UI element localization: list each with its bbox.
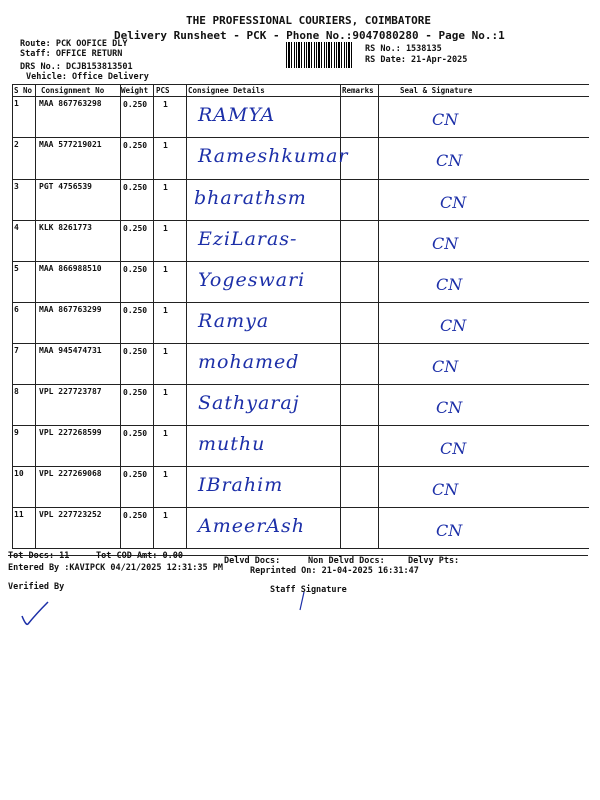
- column-header-weight: Weight: [121, 86, 149, 95]
- consignee-handwriting: Ramya: [198, 310, 270, 332]
- column-divider: [120, 84, 121, 548]
- reprinted-on: Reprinted On: 21-04-2025 16:31:47: [250, 566, 419, 576]
- row-weight: 0.250: [123, 265, 148, 274]
- consignee-handwriting: Rameshkumar: [198, 145, 349, 167]
- row-pcs: 1: [163, 470, 168, 479]
- row-divider: [12, 384, 589, 385]
- row-sno: 2: [14, 140, 19, 149]
- vehicle-label: Vehicle: Office Delivery: [26, 72, 149, 82]
- consignee-handwriting: AmeerAsh: [198, 515, 306, 537]
- row-consignment: VPL 227723252: [39, 510, 102, 519]
- row-weight: 0.250: [123, 183, 148, 192]
- table-top-border: [12, 84, 589, 85]
- row-consignment: MAA 867763299: [39, 305, 102, 314]
- row-weight: 0.250: [123, 141, 148, 150]
- row-divider: [12, 220, 589, 221]
- seal-signature: CN: [436, 398, 463, 417]
- row-weight: 0.250: [123, 347, 148, 356]
- seal-signature: CN: [440, 439, 467, 458]
- row-sno: 3: [14, 182, 19, 191]
- row-consignment: MAA 577219021: [39, 140, 102, 149]
- barcode: [286, 42, 352, 68]
- consignee-handwriting: RAMYA: [198, 104, 276, 126]
- row-pcs: 1: [163, 511, 168, 520]
- row-consignment: MAA 945474731: [39, 346, 102, 355]
- seal-signature: CN: [432, 357, 459, 376]
- tot-cod-amount: Tot COD Amt: 0.00: [96, 551, 183, 561]
- staff-label: Staff: OFFICE RETURN: [20, 49, 123, 59]
- consignee-handwriting: EziLaras-: [198, 228, 298, 250]
- row-pcs: 1: [163, 306, 168, 315]
- header-bottom-border: [12, 96, 589, 97]
- table-bottom-border: [12, 548, 589, 549]
- seal-signature: CN: [436, 521, 463, 540]
- row-consignment: KLK 8261773: [39, 223, 92, 232]
- column-header-remarks: Remarks: [342, 86, 374, 95]
- row-weight: 0.250: [123, 470, 148, 479]
- row-pcs: 1: [163, 100, 168, 109]
- row-divider: [12, 466, 589, 467]
- row-sno: 5: [14, 264, 19, 273]
- column-header-sno: S No: [14, 86, 33, 95]
- row-sno: 8: [14, 387, 19, 396]
- row-weight: 0.250: [123, 429, 148, 438]
- row-pcs: 1: [163, 224, 168, 233]
- row-sno: 6: [14, 305, 19, 314]
- consignee-handwriting: mohamed: [198, 351, 300, 373]
- delivered-docs: Delvd Docs:: [224, 556, 281, 566]
- row-divider: [12, 179, 589, 180]
- row-divider: [12, 137, 589, 138]
- runsheet-subtitle: Delivery Runsheet - PCK - Phone No.:9047080280 - Page No.:1: [114, 29, 505, 42]
- row-weight: 0.250: [123, 100, 148, 109]
- column-header-consignee: Consignee Details: [188, 86, 265, 95]
- column-divider: [35, 84, 36, 548]
- verified-by-label: Verified By: [8, 582, 65, 592]
- row-sno: 7: [14, 346, 19, 355]
- row-pcs: 1: [163, 388, 168, 397]
- tot-docs: Tot Docs: 11: [8, 551, 70, 561]
- row-divider: [12, 425, 589, 426]
- company-title: THE PROFESSIONAL COURIERS, COIMBATORE: [186, 14, 432, 27]
- row-weight: 0.250: [123, 388, 148, 397]
- table-left-border: [12, 84, 13, 548]
- column-divider: [186, 84, 187, 548]
- consignee-handwriting: Sathyaraj: [198, 392, 300, 414]
- row-consignment: VPL 227723787: [39, 387, 102, 396]
- entered-by: Entered By :KAVIPCK 04/21/2025 12:31:35 PM: [8, 563, 223, 573]
- column-header-pcs: PCS: [156, 86, 170, 95]
- column-header-seal: Seal & Signature: [400, 86, 473, 95]
- row-sno: 11: [14, 510, 24, 519]
- row-pcs: 1: [163, 141, 168, 150]
- consignee-handwriting: Yogeswari: [198, 269, 306, 291]
- seal-signature: CN: [432, 480, 459, 499]
- route-label: Route: PCK OOFICE DLY: [20, 39, 128, 49]
- row-consignment: MAA 866988510: [39, 264, 102, 273]
- row-pcs: 1: [163, 347, 168, 356]
- row-divider: [12, 261, 589, 262]
- rs-date: RS Date: 21-Apr-2025: [365, 55, 468, 65]
- row-sno: 1: [14, 99, 19, 108]
- row-consignment: VPL 227269068: [39, 469, 102, 478]
- row-pcs: 1: [163, 265, 168, 274]
- row-sno: 10: [14, 469, 24, 478]
- column-header-consignment: Consignment No: [41, 86, 105, 95]
- seal-signature: CN: [436, 275, 463, 294]
- delivery-points: Delvy Pts:: [408, 556, 460, 566]
- row-sno: 9: [14, 428, 19, 437]
- seal-signature: CN: [440, 316, 467, 335]
- seal-signature: CN: [432, 110, 459, 129]
- non-delivered-docs: Non Delvd Docs:: [308, 556, 385, 566]
- verifier-signature: [18, 600, 58, 630]
- seal-signature: CN: [432, 234, 459, 253]
- row-divider: [12, 507, 589, 508]
- staff-signature-label: Staff Signature: [270, 585, 347, 595]
- seal-signature: CN: [436, 151, 463, 170]
- row-consignment: VPL 227268599: [39, 428, 102, 437]
- drs-number: DRS No.: DCJB153813501: [20, 62, 133, 72]
- staff-signature-mark: [290, 590, 320, 612]
- row-weight: 0.250: [123, 224, 148, 233]
- row-sno: 4: [14, 223, 19, 232]
- seal-signature: CN: [440, 193, 467, 212]
- row-weight: 0.250: [123, 511, 148, 520]
- column-divider: [153, 84, 154, 548]
- column-divider: [378, 84, 379, 548]
- row-divider: [12, 343, 589, 344]
- row-consignment: PGT 4756539: [39, 182, 92, 191]
- consignee-handwriting: IBrahim: [198, 474, 284, 496]
- rs-number: RS No.: 1538135: [365, 44, 442, 54]
- row-divider: [12, 302, 589, 303]
- consignee-handwriting: bharathsm: [194, 187, 307, 209]
- row-consignment: MAA 867763298: [39, 99, 102, 108]
- consignee-handwriting: muthu: [198, 433, 266, 455]
- footer-divider: [8, 555, 588, 556]
- row-pcs: 1: [163, 429, 168, 438]
- row-pcs: 1: [163, 183, 168, 192]
- row-weight: 0.250: [123, 306, 148, 315]
